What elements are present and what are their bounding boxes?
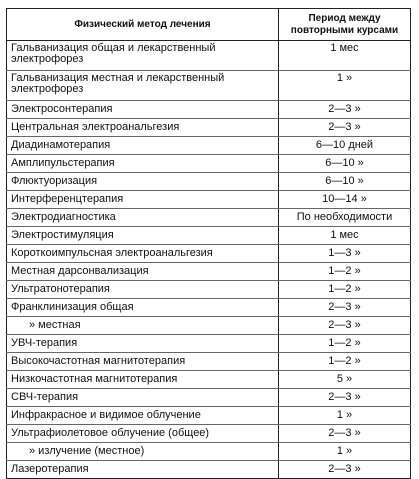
table-row	[7, 71, 411, 101]
method-cell: Электростимуляция	[7, 227, 279, 245]
method-cell: Высокочастотная магнитотерапия	[7, 353, 279, 371]
period-cell: 2—3 »	[279, 389, 411, 407]
period-cell: 1 »	[279, 407, 411, 425]
period-cell: 2—3 »	[279, 317, 411, 335]
period-cell: 1—2 »	[279, 353, 411, 371]
table-row	[7, 281, 411, 299]
period-cell: 1—2 »	[279, 263, 411, 281]
period-cell: 5 »	[279, 371, 411, 389]
table-row	[7, 371, 411, 389]
table-row	[7, 263, 411, 281]
period-cell: 2—3 »	[279, 461, 411, 479]
method-cell: Центральная электроанальгезия	[7, 119, 279, 137]
table-row	[7, 173, 411, 191]
period-cell: 2—3 »	[279, 425, 411, 443]
method-cell: Местная дарсонвализация	[7, 263, 279, 281]
table-row	[7, 137, 411, 155]
method-cell: Лазеротерапия	[7, 461, 279, 479]
period-cell: 1—2 »	[279, 335, 411, 353]
period-cell: 1—2 »	[279, 281, 411, 299]
method-cell: Электродиагностика	[7, 209, 279, 227]
table-row	[7, 299, 411, 317]
period-cell: 2—3 »	[279, 119, 411, 137]
period-cell: 1 »	[279, 443, 411, 461]
table-row	[7, 353, 411, 371]
table-row	[7, 119, 411, 137]
therapy-intervals-table	[6, 8, 411, 479]
table-row	[7, 317, 411, 335]
period-cell: 1 »	[279, 71, 411, 101]
table-row	[7, 101, 411, 119]
column-header-method: Физический метод лечения	[7, 9, 279, 41]
method-cell: » излучение (местное)	[7, 443, 279, 461]
table-row	[7, 443, 411, 461]
period-cell: 1—3 »	[279, 245, 411, 263]
period-cell: 2—3 »	[279, 299, 411, 317]
period-cell: 1 мес	[279, 227, 411, 245]
period-cell: 10—14 »	[279, 191, 411, 209]
method-cell: Франклинизация общая	[7, 299, 279, 317]
table-row	[7, 407, 411, 425]
method-cell: Низкочастотная магнитотерапия	[7, 371, 279, 389]
method-cell: » местная	[7, 317, 279, 335]
method-cell: Короткоимпульсная электроанальгезия	[7, 245, 279, 263]
period-cell: 2—3 »	[279, 101, 411, 119]
table-row	[7, 155, 411, 173]
period-cell: 6—10 »	[279, 155, 411, 173]
table-row	[7, 389, 411, 407]
table-row	[7, 41, 411, 71]
table-row	[7, 335, 411, 353]
method-cell: Электросонтерапия	[7, 101, 279, 119]
method-cell: Гальванизация общая и лекарственный электрофорез	[7, 41, 279, 71]
table-row	[7, 227, 411, 245]
column-header-period: Период между повторными курсами	[279, 9, 411, 41]
method-cell: СВЧ-терапия	[7, 389, 279, 407]
method-cell: Гальванизация местная и лекарственный электрофорез	[7, 71, 279, 101]
period-cell: 6—10 »	[279, 173, 411, 191]
method-cell: Флюктуоризация	[7, 173, 279, 191]
table-header-row	[7, 9, 411, 41]
table-row	[7, 425, 411, 443]
method-cell: УВЧ-терапия	[7, 335, 279, 353]
method-cell: Интерференцтерапия	[7, 191, 279, 209]
method-cell: Амплипульстерапия	[7, 155, 279, 173]
therapy-table-container	[6, 8, 410, 479]
period-cell: 1 мес	[279, 41, 411, 71]
table-row	[7, 191, 411, 209]
method-cell: Диадинамотерапия	[7, 137, 279, 155]
method-cell: Инфракрасное и видимое облучение	[7, 407, 279, 425]
period-cell: По необходимости	[279, 209, 411, 227]
table-body	[7, 41, 411, 479]
table-row	[7, 245, 411, 263]
table-row	[7, 209, 411, 227]
period-cell: 6—10 дней	[279, 137, 411, 155]
method-cell: Ультрафиолетовое облучение (общее)	[7, 425, 279, 443]
table-row	[7, 461, 411, 479]
method-cell: Ультратонотерапия	[7, 281, 279, 299]
